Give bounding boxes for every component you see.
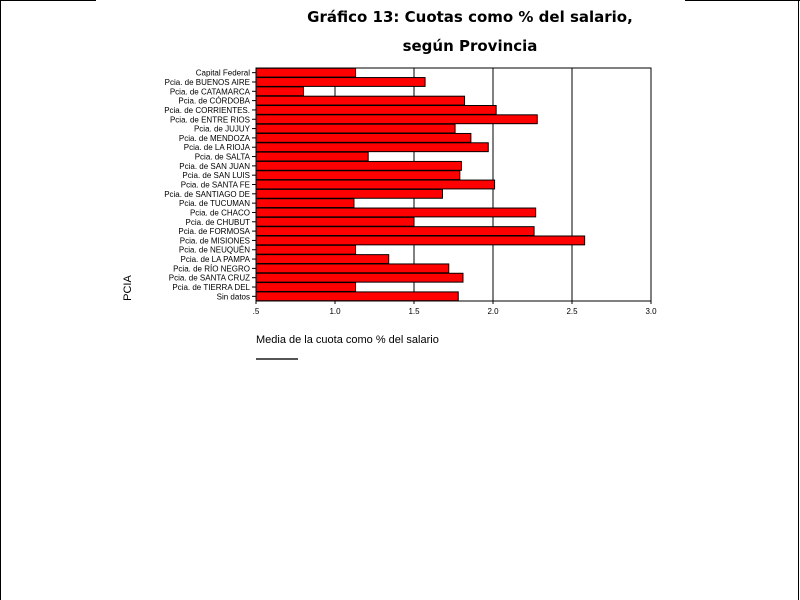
y-tick-label: Pcia. de CORRIENTES. — [164, 105, 250, 115]
bar — [256, 133, 471, 142]
y-tick-label: Pcia. de TIERRA DEL — [172, 283, 250, 293]
bar — [256, 245, 356, 254]
y-tick-label: Pcia. de SALTA — [194, 152, 250, 162]
y-tick-label: Pcia. de FORMOSA — [178, 227, 250, 237]
y-tick-label: Pcia. de SAN JUAN — [179, 161, 250, 171]
bar — [256, 264, 449, 273]
y-tick-label: Pcia. de JUJUY — [193, 124, 250, 134]
y-tick-label: Pcia. de RÍO NEGRO — [173, 264, 250, 274]
y-tick-label: Pcia. de SANTA CRUZ — [168, 273, 250, 283]
bar — [256, 180, 495, 189]
y-tick-label: Pcia. de SANTIAGO DE — [164, 189, 250, 199]
bar — [256, 78, 425, 87]
bar — [256, 273, 463, 282]
y-axis-label: PCIA — [122, 275, 134, 301]
y-tick-label: Pcia. de CHUBUT — [185, 217, 250, 227]
bar — [256, 189, 442, 198]
y-tick-label: Pcia. de TUCUMAN — [179, 199, 250, 209]
x-axis-label: Media de la cuota como % del salario — [256, 334, 439, 346]
bar — [256, 292, 458, 301]
y-tick-label: Pcia. de CÓRDOBA — [178, 96, 250, 106]
x-tick-label: 1.0 — [329, 307, 341, 316]
bar — [256, 236, 585, 245]
chart-subtitle: según Provincia — [402, 37, 538, 55]
y-tick-label: Pcia. de LA RIOJA — [183, 143, 250, 153]
x-tick-label: 1.5 — [408, 307, 420, 316]
chart-title: Gráfico 13: Cuotas como % del salario, — [307, 8, 633, 26]
bar — [256, 106, 496, 115]
bar — [256, 87, 303, 96]
x-tick-label: 2.5 — [566, 307, 578, 316]
x-tick-label: .5 — [252, 307, 260, 316]
y-tick-label: Pcia. de ENTRE RIOS — [169, 115, 250, 125]
bar — [256, 255, 389, 264]
y-tick-label: Pcia. de CATAMARCA — [169, 87, 250, 97]
bar — [256, 217, 414, 226]
bar — [256, 283, 356, 292]
bar — [256, 143, 488, 152]
y-tick-label: Pcia. de MISIONES — [179, 236, 250, 246]
bar — [256, 227, 534, 236]
bar — [256, 171, 460, 180]
bar — [256, 208, 536, 217]
y-tick-label: Pcia. de MENDOZA — [178, 133, 250, 143]
bar — [256, 152, 368, 161]
y-tick-label: Pcia. de BUENOS AIRE — [164, 77, 250, 87]
y-tick-label: Sin datos — [216, 292, 250, 302]
x-tick-label: 2.0 — [487, 307, 499, 316]
y-tick-label: Pcia. de SANTA FE — [180, 180, 250, 190]
bar — [256, 115, 537, 124]
footnote-mark — [256, 358, 298, 360]
x-tick-label: 3.0 — [645, 307, 657, 316]
y-tick-label: Capital Federal — [195, 68, 250, 78]
y-tick-label: Pcia. de SAN LUIS — [182, 171, 250, 181]
y-tick-label: Pcia. de NEUQUÉN — [178, 245, 250, 255]
bar — [256, 124, 455, 133]
bar — [256, 96, 465, 105]
bar — [256, 68, 356, 77]
y-tick-label: Pcia. de LA PAMPA — [180, 255, 250, 265]
y-tick-label: Pcia. de CHACO — [189, 208, 250, 218]
bar — [256, 161, 461, 170]
bar — [256, 199, 354, 208]
